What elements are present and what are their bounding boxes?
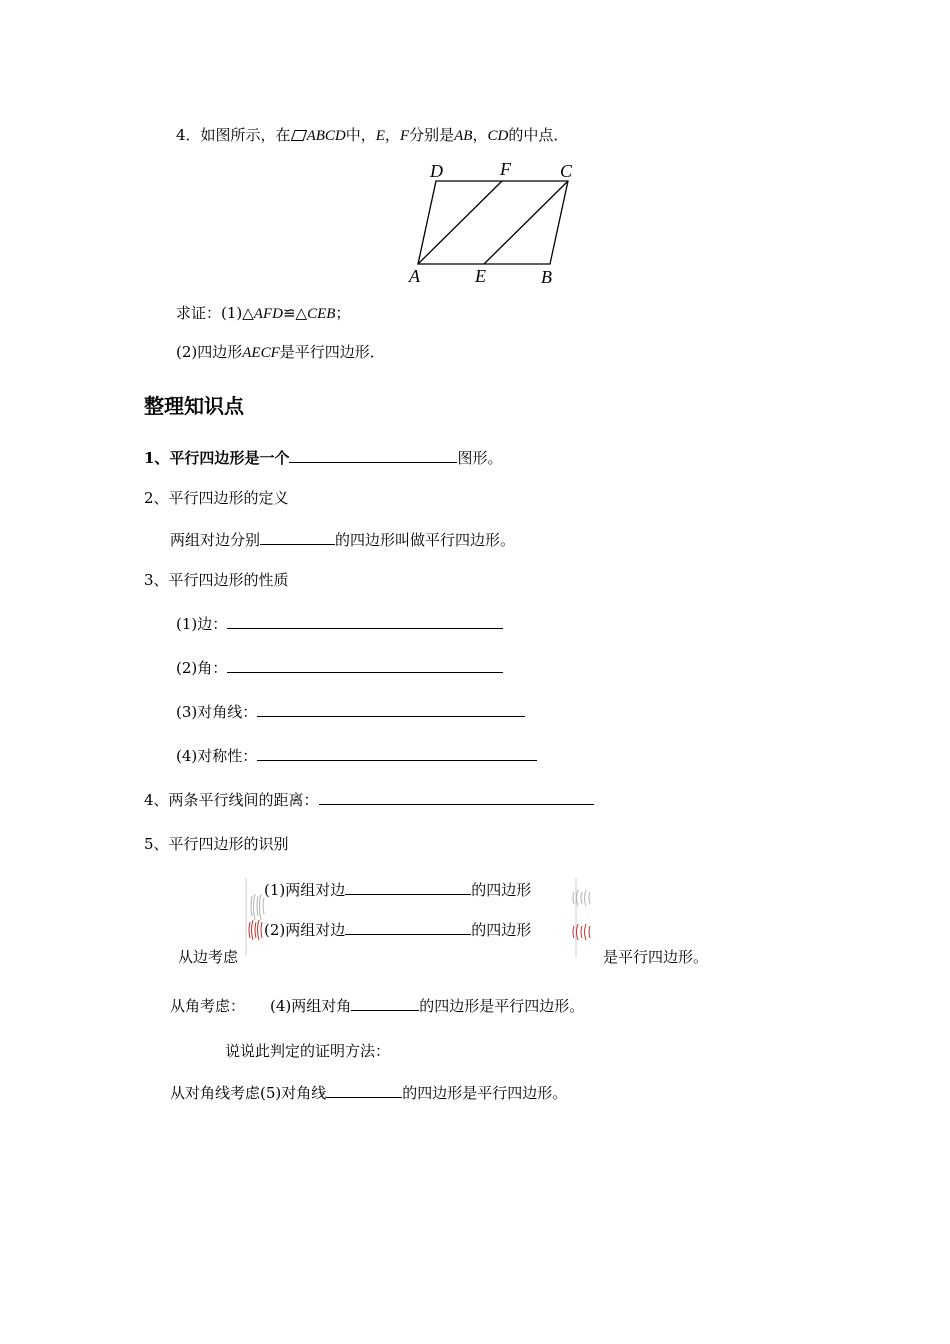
text: 图形。 <box>457 449 503 467</box>
vertex-d: D <box>430 161 443 181</box>
text: 4、两条平行线间的距离： <box>144 791 319 809</box>
property-side <box>176 614 503 634</box>
section-title: 整理知识点 <box>144 394 244 418</box>
label-cd: CD <box>487 128 509 144</box>
blank-1[interactable] <box>289 448 457 463</box>
blank-5-2[interactable] <box>345 920 471 935</box>
text: 求证：(1)△ <box>176 304 254 322</box>
is-parallelogram-label: 是平行四边形。 <box>603 948 709 966</box>
parallelogram-abcd <box>418 181 568 264</box>
text: 如图所示，在 <box>200 126 291 144</box>
label-ceb: CEB <box>307 306 336 322</box>
knowledge-1 <box>144 448 502 468</box>
text: ； <box>335 304 351 322</box>
problem-number: 4． <box>176 126 201 144</box>
text: 的中点． <box>508 126 569 144</box>
right-brace-icon <box>570 876 594 960</box>
label-e: E <box>375 128 385 144</box>
property-symmetry <box>176 746 537 766</box>
diagonal-criterion <box>170 1083 567 1103</box>
parallelogram-figure <box>400 158 590 288</box>
text: 的四边形是平行四边形。 <box>402 1084 568 1102</box>
text: 的四边形叫做平行四边形。 <box>335 531 516 549</box>
label-afd: AFD <box>253 306 283 322</box>
knowledge-4 <box>144 790 594 810</box>
label-abcd: ABCD <box>306 128 346 144</box>
knowledge-2-definition <box>170 530 515 550</box>
blank-5-5[interactable] <box>326 1083 402 1098</box>
blank-5-4[interactable] <box>351 996 419 1011</box>
angle-criterion <box>270 996 584 1016</box>
property-diagonal <box>176 702 525 722</box>
text: (1)两组对边 <box>264 881 346 899</box>
text: (3)对角线： <box>176 703 258 721</box>
text: 从对角线考虑(5)对角线 <box>170 1084 327 1102</box>
problem-4-statement <box>176 125 568 146</box>
text: 分别是 <box>409 126 455 144</box>
segment-af <box>418 181 502 264</box>
blank-3-1[interactable] <box>227 614 503 629</box>
text: 的四边形 <box>471 921 532 939</box>
blank-3-4[interactable] <box>257 746 537 761</box>
text: (4)对称性： <box>176 747 258 765</box>
text: 的四边形是平行四边形。 <box>419 997 585 1015</box>
text: (1)边： <box>176 615 228 633</box>
text: ， <box>472 126 488 144</box>
discuss-proof: 说说此判定的证明方法： <box>225 1042 391 1060</box>
blank-3-2[interactable] <box>227 658 503 673</box>
segment-ec <box>484 181 568 264</box>
text: 两组对边分别 <box>170 531 261 549</box>
parallelogram-icon <box>291 130 307 141</box>
label-f: F <box>399 128 410 144</box>
label-aecf: AECF <box>242 345 280 361</box>
side-criterion-2 <box>264 920 531 940</box>
text: ≌△ <box>282 304 308 322</box>
text: (4)两组对角 <box>270 997 352 1015</box>
text: 的四边形 <box>471 881 532 899</box>
text: (2)角： <box>176 659 228 677</box>
knowledge-2-label: 2、平行四边形的定义 <box>144 489 289 507</box>
text: ， <box>384 126 400 144</box>
knowledge-5-label: 5、平行四边形的识别 <box>144 835 289 853</box>
vertex-e: E <box>475 266 486 286</box>
side-criterion-1 <box>264 880 531 900</box>
knowledge-3-label: 3、平行四边形的性质 <box>144 571 289 589</box>
vertex-c: C <box>560 161 573 181</box>
text: 是平行四边形． <box>279 343 385 361</box>
text: (2)两组对边 <box>264 921 346 939</box>
vertex-f: F <box>500 159 511 179</box>
text: 1、平行四边形是一个 <box>144 449 290 467</box>
text: 中， <box>345 126 376 144</box>
blank-4[interactable] <box>319 790 594 805</box>
from-side-label: 从边考虑 <box>178 948 239 966</box>
vertex-a: A <box>409 266 420 286</box>
from-angle-label: 从角考虑： <box>170 997 246 1015</box>
property-angle <box>176 658 503 678</box>
vertex-b: B <box>541 267 552 287</box>
proof-part-2 <box>176 342 385 363</box>
label-ab: AB <box>454 128 473 144</box>
text: (2)四边形 <box>176 343 243 361</box>
blank-2[interactable] <box>260 530 335 545</box>
blank-3-3[interactable] <box>257 702 525 717</box>
proof-part-1 <box>176 303 350 324</box>
blank-5-1[interactable] <box>345 880 471 895</box>
